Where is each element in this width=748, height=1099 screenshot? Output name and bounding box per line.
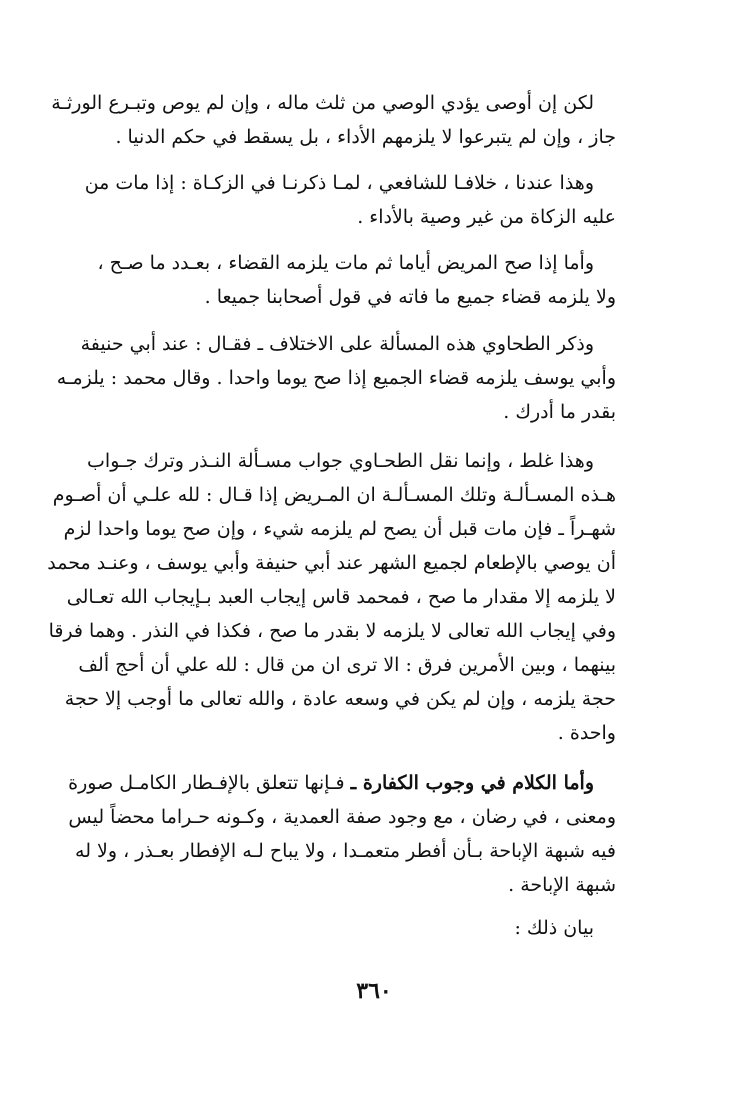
text-line: جاز ، وإن لم يتبرعوا لا يلزمهم الأداء ، بل يسقط في حكم الدنيا .: [115, 126, 616, 148]
text-line: واحدة .: [557, 722, 616, 744]
text-line: أن يوصي بالإطعام لجميع الشهر عند أبي حنيفة وأبي يوسف ، وعنـد محمد: [47, 552, 616, 574]
text-line: حجة يلزمه ، وإن لم يكن في وسعه عادة ، والله تعالى ما أوجب إلا حجة: [64, 688, 616, 710]
text-line: ومعنى ، في رضان ، مع وجود صفة العمدية ، وكـونه حـراما محضاً ليس: [68, 806, 616, 828]
text-line: وأبي يوسف يلزمه قضاء الجميع إذا صح يوما واحدا . وقال محمد : يلزمـه: [56, 367, 616, 389]
paragraph-7: [100, 911, 616, 945]
paragraph-5: [47, 444, 616, 750]
text-line: عليه الزكاة من غير وصية بالأداء .: [357, 206, 616, 228]
paragraph-1: [51, 86, 616, 154]
page-number: ٣٦٠: [356, 978, 392, 1004]
text-line: هـذه المسـألـة وتلك المسـألـة ان المـريض إذا قـال : لله علـي أن أصـوم: [52, 484, 616, 506]
paragraph-6: [68, 766, 616, 902]
paragraph-4: [56, 327, 616, 429]
text-line: لا يلزمه إلا مقدار ما صح ، فمحمد قاس إيجاب العبد بـإيجاب الله تعـالى: [66, 586, 616, 608]
paragraph-2: [84, 166, 616, 234]
text-line: شبهة الإباحة .: [508, 874, 616, 896]
text-line: وأما إذا صح المريض أياما ثم مات يلزمه القضاء ، بعـدد ما صـح ،: [97, 252, 594, 274]
text-line: وذكر الطحاوي هذه المسألة على الاختلاف ـ فقـال : عند أبي حنيفة: [80, 333, 594, 355]
text-line: وفي إيجاب الله تعالى لا يلزمه لا بقدر ما صح ، فكذا في النذر . وهما فرقا: [48, 620, 616, 642]
text-line: فيه شبهة الإباحة بـأن أفطر متعمـدا ، ولا يباح لـه الإفطار بعـذر ، ولا له: [75, 840, 616, 862]
text-line: شهـراً ـ فإن مات قبل أن يصح لم يلزمه شيء ، وإن صح يوما واحدا لزم: [63, 518, 616, 540]
text-line: لكن إن أوصى يؤدي الوصي من ثلث ماله ، وإن لم يوص وتبـرع الورثـة: [51, 92, 594, 114]
text-line: وهذا غلط ، وإنما نقل الطحـاوي جواب مسـألة النـذر وترك جـواب: [87, 450, 594, 472]
section-heading: وأما الكلام في وجوب الكفارة ـ: [350, 772, 594, 794]
text-line: بيان ذلك :: [514, 917, 594, 939]
text-run: فـإنها تتعلق بالإفـطار الكامـل صورة: [68, 772, 345, 794]
paragraph-3: [97, 246, 616, 314]
text-line: بقدر ما أدرك .: [503, 401, 616, 423]
text-line-with-heading: [68, 766, 616, 800]
text-line: ولا يلزمه قضاء جميع ما فاته في قول أصحابنا جميعا .: [204, 286, 616, 308]
text-line: وهذا عندنا ، خلافـا للشافعي ، لمـا ذكرنـا في الزكـاة : إذا مات من: [84, 172, 594, 194]
text-line: بينهما ، وبين الأمرين فرق : الا ترى ان من قال : لله علي أن أحج ألف: [78, 654, 616, 676]
